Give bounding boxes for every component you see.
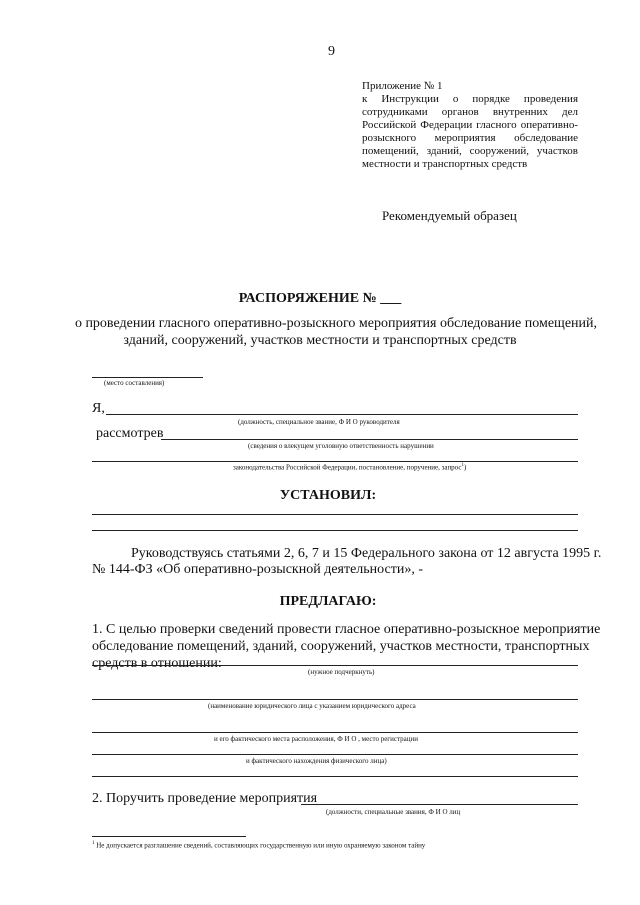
considered-caption: (сведения о влекущем уголовную ответственность нарушении bbox=[248, 442, 434, 450]
place-caption: (место составления) bbox=[104, 379, 165, 387]
established-line-2 bbox=[92, 530, 578, 531]
annex-title: Приложение № 1 bbox=[362, 80, 443, 92]
location-caption: и его фактического места расположения, Ф И О , место регистрации bbox=[214, 735, 419, 743]
ya-caption: (должность, специальное звание, Ф И О руководителя bbox=[238, 418, 400, 426]
legislation-line bbox=[92, 461, 578, 462]
place-line bbox=[92, 377, 203, 378]
order-subtitle-line-2: зданий, сооружений, участков местности и транспортных средств bbox=[123, 333, 517, 348]
footnote bbox=[92, 841, 425, 849]
annex-line: розыскного мероприятия обследование bbox=[362, 132, 578, 144]
guided-line-1: Руководствуясь статьями 2, 6, 7 и 15 Федерального закона от 12 августа 1995 г. bbox=[131, 546, 602, 561]
guided-line-2: № 144-ФЗ «Об оперативно-розыскной деятельности», - bbox=[92, 562, 424, 577]
item-1-line: обследование помещений, зданий, сооружений, участков местности, транспортных bbox=[92, 639, 590, 654]
item-2-line bbox=[301, 804, 578, 805]
page-number: 9 bbox=[328, 44, 335, 59]
item-1-line: средств в отношении: bbox=[92, 656, 222, 671]
annex-line: местности и транспортных средств bbox=[362, 158, 528, 170]
annex-line: помещений, зданий, сооружений, участков bbox=[362, 145, 578, 157]
item-1-line-underline bbox=[92, 665, 578, 666]
ya-label: Я, bbox=[92, 401, 105, 416]
sample-label: Рекомендуемый образец bbox=[382, 208, 517, 223]
established-line-1 bbox=[92, 514, 578, 515]
footnote-number: 1 bbox=[92, 841, 95, 846]
legal-entity-caption: (наименование юридического лица с указанием юридического адреса bbox=[208, 702, 416, 710]
order-subtitle-line-1: о проведении гласного оперативно-розыскного мероприятия обследование помещений, bbox=[74, 316, 598, 331]
footnote-mark: 1 bbox=[461, 463, 464, 468]
item-2-caption: (должности, специальные звания, Ф И О лиц bbox=[326, 808, 461, 816]
item-1-line: 1. С целью проверки сведений провести гласное оперативно-розыскное мероприятие bbox=[92, 622, 601, 637]
annex-line: Российской Федерации гласного оперативно- bbox=[362, 119, 578, 131]
order-title: РАСПОРЯЖЕНИЕ № ___ bbox=[238, 291, 402, 306]
footnote-text: Не допускается разглашение сведений, составляющих государственную или иную охраняемую законом тайну bbox=[96, 841, 426, 850]
physical-line-2 bbox=[92, 776, 578, 777]
footnote-separator bbox=[92, 836, 246, 837]
underline-caption: (нужное подчеркнуть) bbox=[308, 668, 375, 676]
considered-label: рассмотрев bbox=[96, 426, 164, 441]
annex-line: к Инструкции о порядке проведения bbox=[362, 93, 578, 105]
propose-heading: ПРЕДЛАГАЮ: bbox=[279, 594, 377, 609]
established-heading: УСТАНОВИЛ: bbox=[279, 488, 377, 503]
location-line bbox=[92, 732, 578, 733]
annex-block bbox=[362, 80, 578, 171]
considered-line bbox=[161, 439, 578, 440]
item-2-text: 2. Поручить проведение мероприятия bbox=[92, 791, 318, 806]
physical-line bbox=[92, 754, 578, 755]
legislation-caption: законодательства Российской Федерации, постановление, поручение, запрос$^1$) bbox=[233, 463, 467, 472]
legal-entity-line bbox=[92, 699, 578, 700]
ya-line bbox=[106, 414, 578, 415]
annex-line: сотрудниками органов внутренних дел bbox=[362, 106, 578, 118]
physical-caption: и фактического нахождения физического лица) bbox=[246, 757, 387, 765]
